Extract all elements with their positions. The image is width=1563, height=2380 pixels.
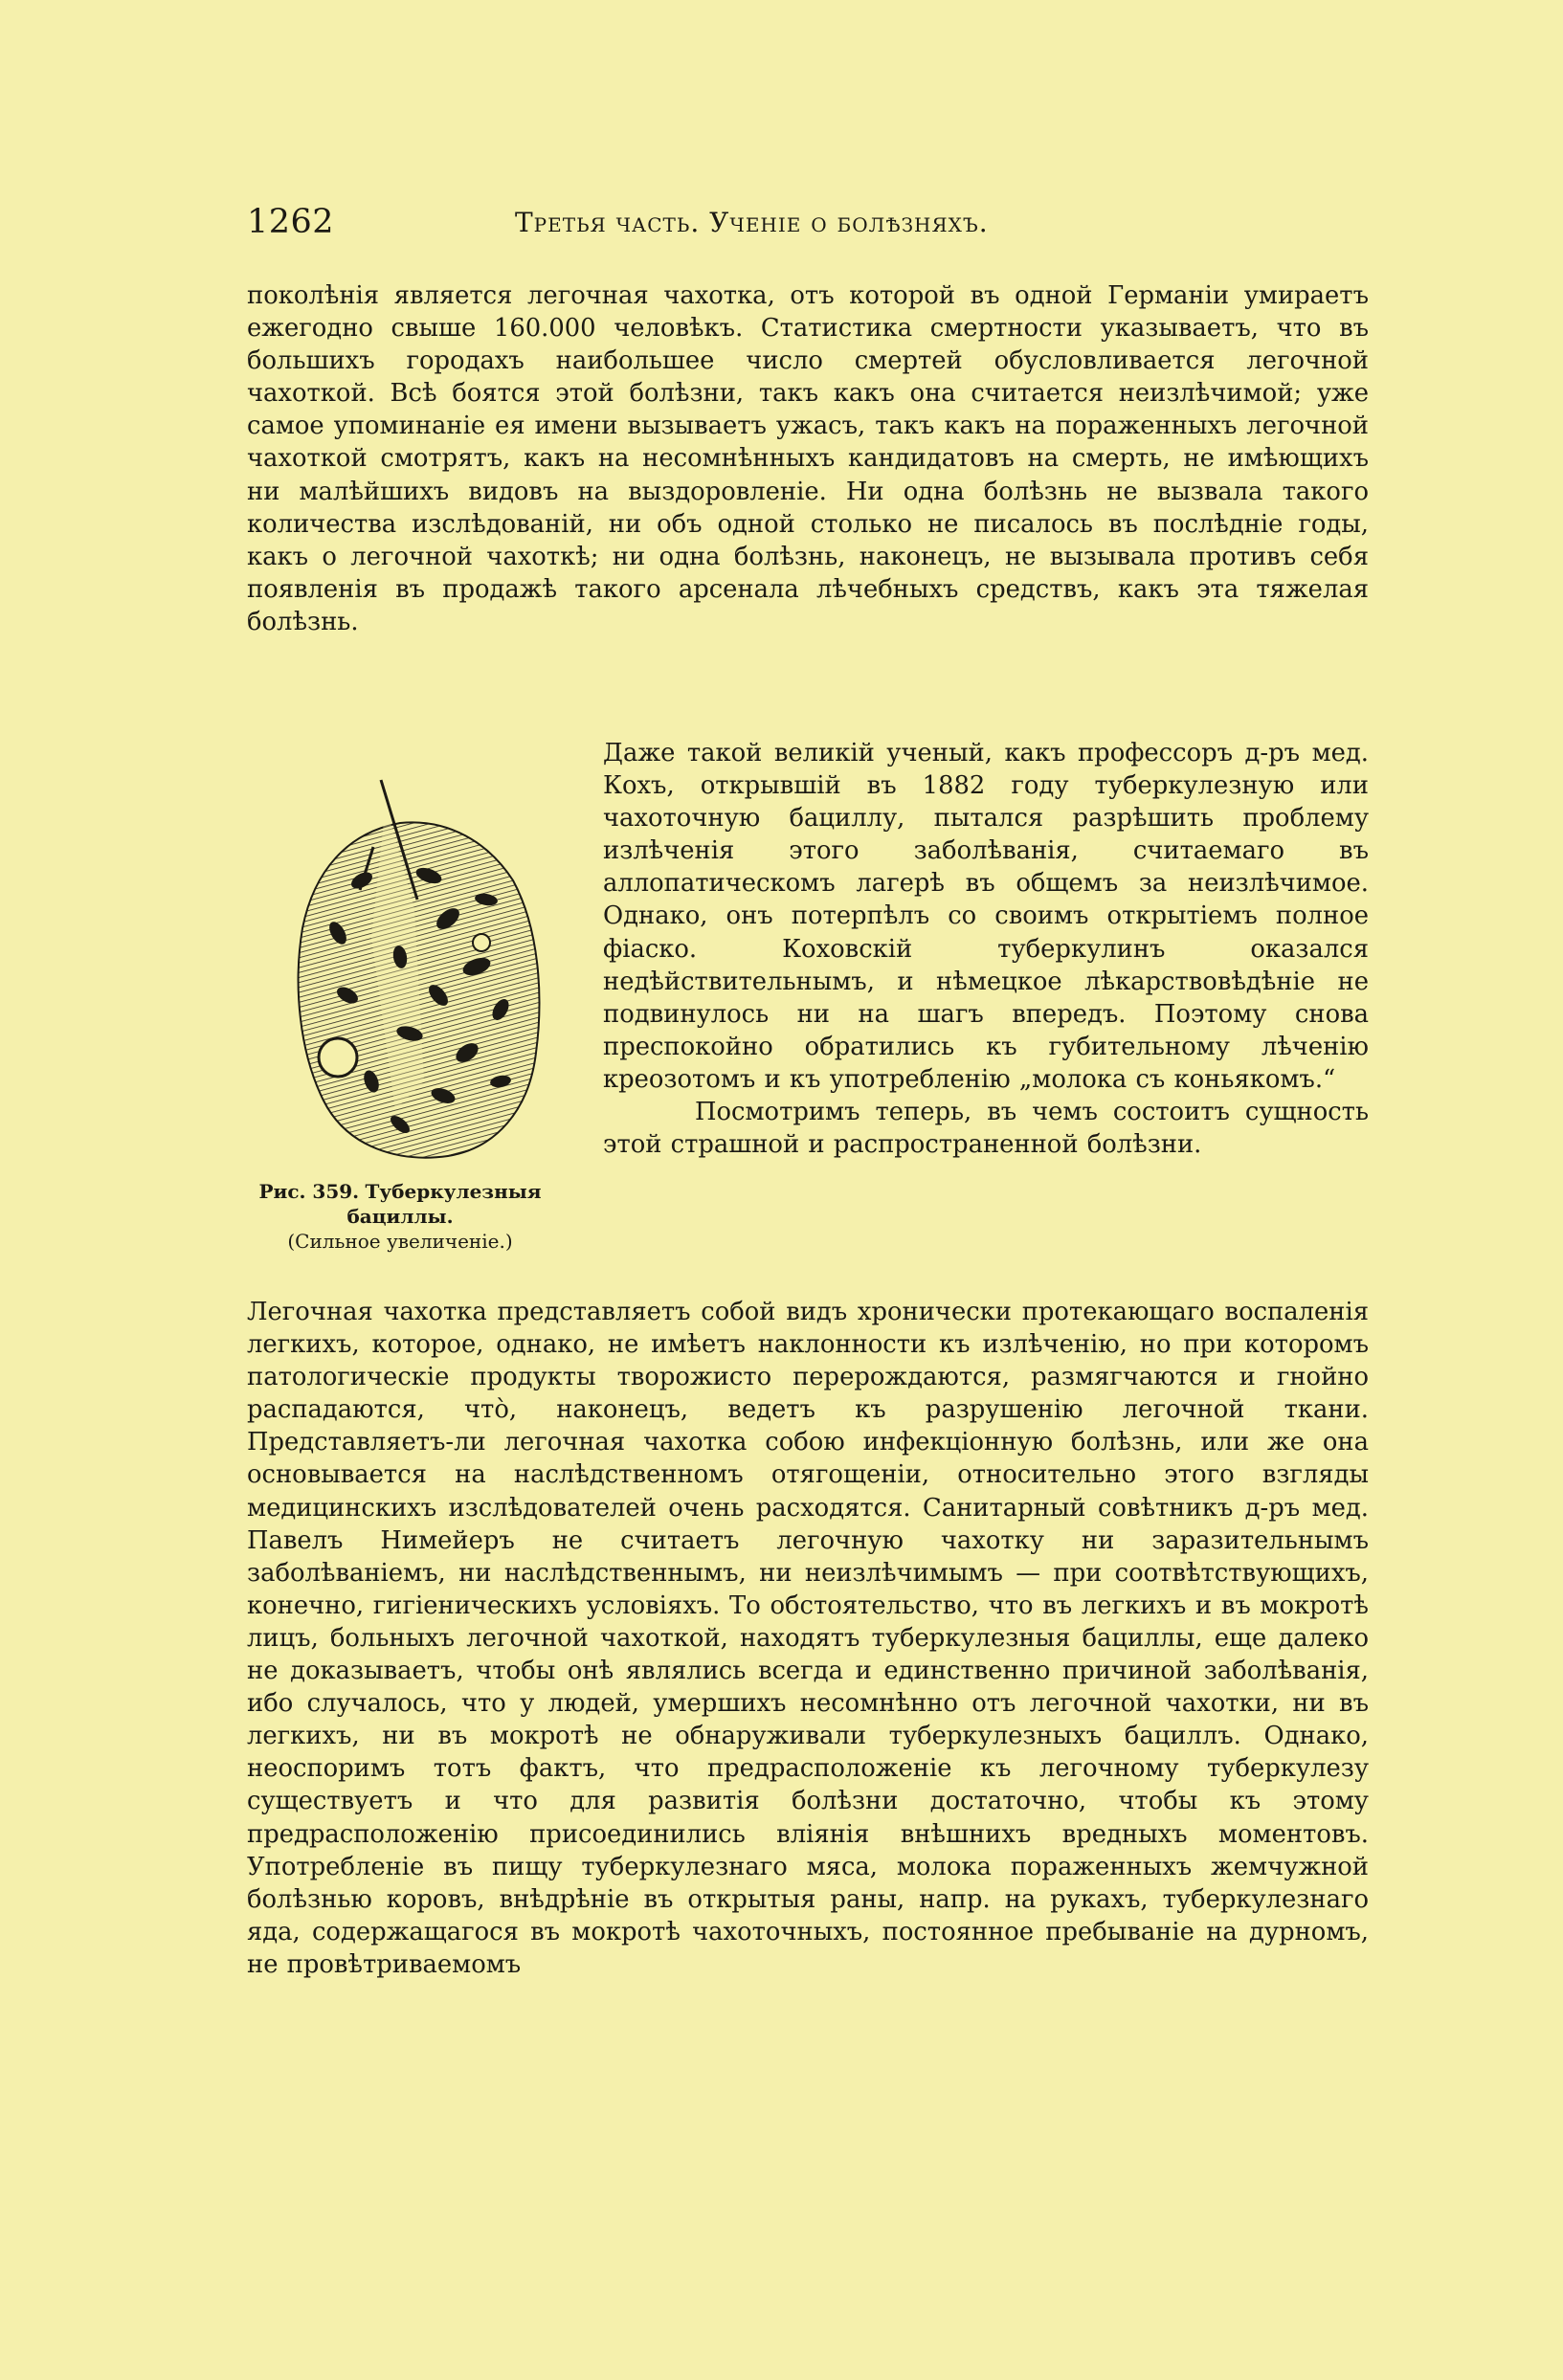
- paragraph-top: поколѣнiя является легочная чахотка, отъ которой въ одной Германiи умираетъ ежегодно свыше 160.000 человѣкъ. Статистика смертности указываетъ, что въ большихъ городахъ наибольшее число смертей обусловливается легочной чахоткой. Всѣ боятся этой болѣзни, такъ какъ она считается неизлѣчимой; уже самое упоминанiе ея имени вызываетъ ужасъ, такъ какъ на пораженныхъ легочной чахоткой смотрятъ, какъ на несомнѣнныхъ кандидатовъ на смерть, не имѣющихъ ни малѣйшихъ видовъ на выздоровленiе. Ни одна болѣзнь не вызвала такого количества изслѣдованiй, ни объ одной столько не писалось въ послѣднiе годы, какъ о легочной чахоткѣ; ни одна болѣзнь, наконецъ, не вызывала противъ себя появленiя въ продажѣ такого арсенала лѣчебныхъ средствъ, какъ эта тяжелая болѣзнь.: [247, 281, 1369, 636]
- figure-title: Туберкулезныя бациллы.: [346, 1180, 542, 1228]
- paragraph-essence: Посмотримъ теперь, въ чемъ состоитъ сущность этой страшной и распространенной болѣзни.: [603, 1098, 1369, 1160]
- figure-note: (Сильное увеличенiе.): [287, 1230, 513, 1253]
- running-title: Третья часть. Ученiе о болѣзняхъ.: [515, 207, 989, 238]
- paragraph-bottom: Легочная чахотка представляетъ собой видъ хронически протекающаго воспаленiя легкихъ, которое, однако, не имѣетъ наклонности къ излѣченiю, но при которомъ патологическiе продукты творожисто перерождаются, размягчаются и гнойно распадаются, что̀, наконецъ, ведетъ къ разрушенiю легочной ткани. Представляетъ-ли легочная чахотка собою инфекцiонную болѣзнь, или же она основывается на наслѣдственномъ отягощенiи, относительно этого взгляды медицинскихъ изслѣдователей очень расходятся. Санитарный совѣтникъ д-ръ мед. Павелъ Нимейеръ не считаетъ легочную чахотку ни заразительнымъ заболѣванiемъ, ни наслѣдственнымъ, ни неизлѣчимымъ — при соотвѣтствующихъ, конечно, гигiеническихъ условiяхъ. То обстоятельство, что въ легкихъ и въ мокротѣ лицъ, больныхъ легочной чахоткой, находятъ туберкулезныя бациллы, еще далеко не доказываетъ, чтобы онѣ являлись всегда и единственно причиной заболѣванiя, ибо случалось, что у людей, умершихъ несомнѣнно отъ легочной чахотки, ни въ легкихъ, ни въ мокротѣ не обнаруживали туберкулезныхъ бациллъ. Однако, неоспоримъ тотъ фактъ, что предрасположенiе къ легочному туберкулезу существуетъ и что для развитiя болѣзни достаточно, чтобы къ этому предрасположенiю присоединились влiянiя внѣшнихъ вредныхъ моментовъ. Употребленiе въ пищу туберкулезнаго мяса, молока пораженныхъ жемчужной болѣзнью коровъ, внѣдрѣнiе въ открытыя раны, напр. на рукахъ, туберкулезнаго яда, содержащагося въ мокротѣ чахоточныхъ, постоянное пребыванiе на дурномъ, не провѣтриваемомъ: [247, 1298, 1369, 1979]
- text-bottom: [247, 1296, 1369, 1981]
- page-header: [247, 203, 1369, 251]
- figure-bacilli: [257, 766, 561, 1172]
- figure-caption: [237, 1179, 563, 1254]
- paragraph-koch: Даже такой великiй ученый, какъ профессоръ д-ръ мед. Кохъ, открывшiй въ 1882 году туберкулезную или чахоточную бациллу, пытался разрѣшить проблему излѣченiя этого заболѣванiя, считаемаго въ аллопатическомъ лагерѣ въ общемъ за неизлѣчимое. Однако, онъ потерпѣлъ со своимъ открытiемъ полное фiаско. Коховскiй туберкулинъ оказался недѣйствительнымъ, и нѣмецкое лѣкарствовѣдѣнiе не подвинулось ни на шагъ впередъ. Поэтому снова преспокойно обратились къ губительному лѣченiю креозотомъ и къ употребленiю „молока съ коньякомъ.“: [603, 739, 1369, 1094]
- text-top: [247, 279, 1369, 638]
- bacilli-illustration: [257, 766, 561, 1172]
- page-number: 1262: [247, 203, 335, 241]
- figure-label: Рис. 359.: [258, 1180, 360, 1203]
- text-beside-figure: [603, 737, 1369, 1161]
